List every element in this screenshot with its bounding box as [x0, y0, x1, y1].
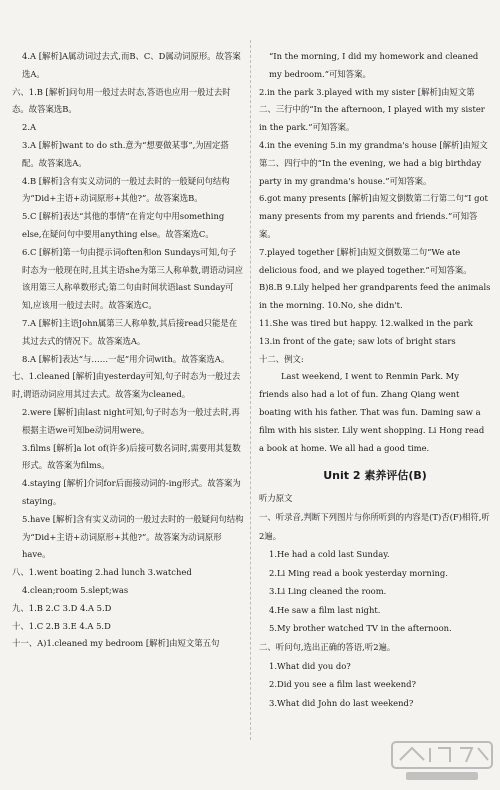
- listening-item: 1.What did you do?: [269, 660, 351, 671]
- answer-item: 4.B [解析]含有实义动词的一般过去时的一般疑问句结构为“Did+主语+动词原形+其他?”。故答案选B。: [22, 175, 230, 204]
- column-divider: [250, 40, 251, 740]
- answer-item: 2.were [解析]由last night可知,句子时态为一般过去时,再根据主语we可知be动词用were。: [22, 406, 240, 435]
- left-column: [12, 48, 244, 653]
- answer-item: 6.C [解析]第一句由提示词often和on Sundays可知,句子时态为一般现在时,且其主语she为第三人称单数,谓语动词应该用第三人称单数形式;第二句由时间状语last Sunday可知,应该用一般过去时。故答案选C。: [22, 246, 243, 311]
- answer-item: 4.staying [解析]介词for后面接动词的-ing形式。故答案为staying。: [22, 478, 241, 506]
- watermark-logo: [390, 740, 494, 784]
- listening-item: 3.Li Ling cleaned the room.: [269, 586, 387, 597]
- answer-item: 6.got many presents [解析]由短文倒数第二行第二句“I got many presents from my parents and friends.”可知答案。: [259, 193, 488, 239]
- listening-item: 2.Li Ming read a book yesterday morning.: [269, 567, 448, 578]
- listening-item: 1.He had a cold last Sunday.: [269, 549, 390, 560]
- answer-item: 5.have [解析]含有实义动词的一般过去时的一般疑问句结构为“Did+主语+动词原形+其他?”。故答案为动词原形have。: [22, 513, 244, 560]
- answer-item: 2.in the park 3.played with my sister [解析]由短文第二、三行中的“In the afternoon, I played with my sister in the park.”可知答案。: [259, 86, 485, 133]
- listening-item: 4.He saw a film last night.: [269, 604, 381, 615]
- unit-title: Unit 2 素养评估(B): [323, 469, 427, 483]
- answer-item: 7.played together [解析]由短文倒数第二句“We ate delicious food, and we played together.”可知答案。: [259, 246, 472, 275]
- answer-item: 七、1.cleaned [解析]由yesterday可知,句子时态为一般过去时,谓语动词应用其过去式。故答案为cleaned。: [12, 371, 241, 400]
- model-essay: Last weekend, I went to Renmin Park. My friends also had a lot of fun. Zhang Qiang went boating with his father. That was fun. Daming saw a film with his sister. Lily went shopping. Li Hong read a book at home. We all had a good time.: [259, 371, 485, 453]
- answer-item: 3.A [解析]want to do sth.意为“想要做某事”,为固定搭配。故答案选A。: [22, 139, 229, 168]
- answer-item: 2.A: [22, 122, 37, 133]
- answer-item: B)8.B 9.Lily helped her grandparents feed the animals in the morning. 10.No, she didn't.: [259, 282, 491, 311]
- answer-item: 8.A [解析]表达“与……一起”用介词with。故答案选A。: [22, 353, 230, 364]
- answer-item: 7.A [解析]主语John属第三人称单数,其后接read只能是在其过去式的情况下。故答案选A。: [22, 317, 238, 346]
- answer-item: 4.clean;room 5.slept;was: [22, 584, 129, 595]
- listening-item: 2.Did you see a film last weekend?: [269, 679, 416, 690]
- answer-item: 十一、A)1.cleaned my bedroom [解析]由短文第五句: [12, 638, 220, 649]
- answer-item: 九、1.B 2.C 3.D 4.A 5.D: [12, 602, 112, 613]
- answer-item: 4.A [解析]A属动词过去式,而B、C、D属动词原形。故答案选A。: [22, 51, 241, 79]
- listening-part1-instruction: 一、听录音,判断下列图片与你所听到的内容是(T)否(F)相符,听2遍。: [259, 511, 490, 541]
- answer-item: 八、1.went boating 2.had lunch 3.watched: [12, 567, 192, 578]
- section-heading: 十二、例文:: [259, 353, 304, 364]
- answer-item: 3.films [解析]a lot of(许多)后接可数名词时,需要用其复数形式。故答案为films。: [22, 442, 241, 471]
- listening-part2-instruction: 二、听问句,选出正确的答语,听2遍。: [259, 642, 396, 653]
- answer-item: “In the morning, I did my homework and cleaned my bedroom.”可知答案。: [269, 51, 479, 79]
- answer-item: 5.C [解析]表达“其他的事情”在肯定句中用something else,在疑问句中要用anything else。故答案选C。: [22, 211, 225, 239]
- listening-item: 3.What did John do last weekend?: [269, 697, 414, 708]
- right-column: [259, 48, 491, 712]
- answer-item: 4.in the evening 5.in my grandma's house [解析]由短文第二、四行中的“In the evening, we had a big birthday party in my grandma's house.”可知答案。: [259, 139, 488, 186]
- answer-item: 十、1.C 2.B 3.E 4.A 5.D: [12, 620, 111, 631]
- listening-header: 听力原文: [259, 493, 293, 504]
- answer-item: 六、1.B [解析]问句用一般过去时态,答语也应用一般过去时态。故答案选B。: [12, 86, 231, 115]
- answer-item: 13.in front of the gate; saw lots of bright stars: [259, 335, 456, 346]
- answer-item: 11.She was tired but happy. 12.walked in the park: [259, 317, 473, 328]
- listening-item: 5.My brother watched TV in the afternoon.: [269, 623, 452, 634]
